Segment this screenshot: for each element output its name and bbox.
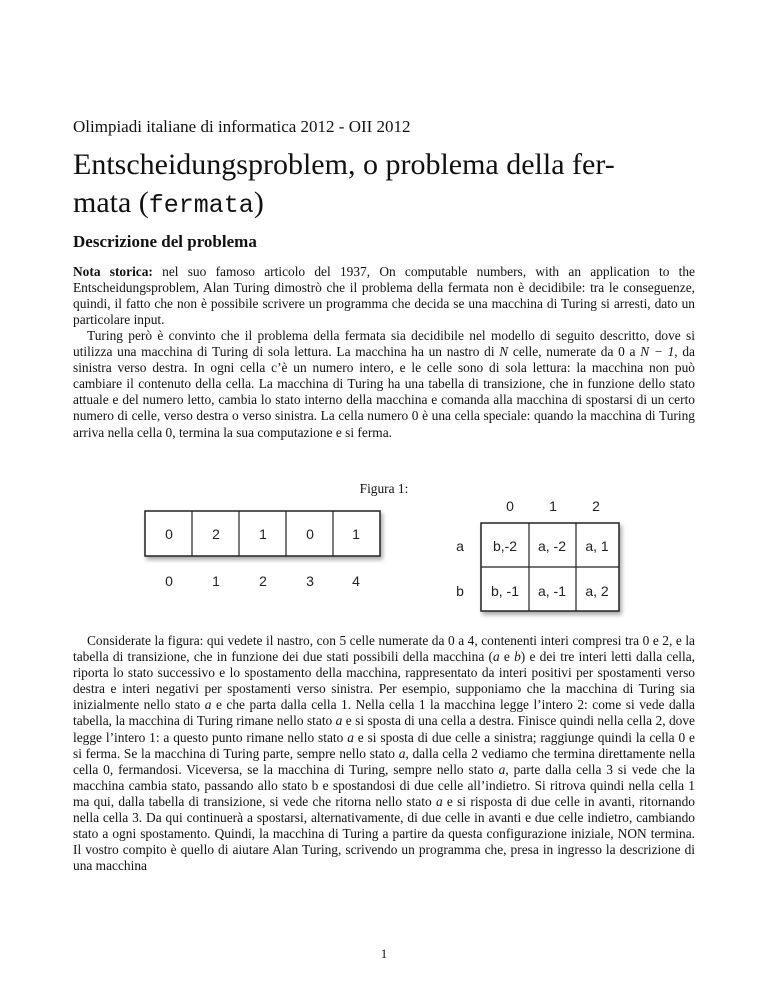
text-run: e si sposta di una cella a destra. Finisce quindi nella cella 2, dove legge l’intero 1: a questo punto rimane nello stato <box>73 713 696 745</box>
tape-cell-index: 1 <box>212 573 220 589</box>
tape-cell-index: 0 <box>165 573 173 589</box>
tape-cell-value: 1 <box>259 526 267 542</box>
title-code: fermata <box>148 191 254 220</box>
table-cell: a, 2 <box>585 583 609 599</box>
state-a: a <box>347 729 354 745</box>
state-a: a <box>398 745 406 761</box>
title-main: Entscheidungsproblem, o problema della fer- mata ( <box>73 148 615 219</box>
text-run: e <box>499 649 515 665</box>
tape-cell-value: 2 <box>212 526 220 542</box>
note-text: nel suo famoso articolo del 1937, On computable numbers, with an application to the Entscheidungsproblem, Alan Turing dimostrò che il problema della fermata non è decidibile: tra le conseguenze, quindi, il fatto che non è possibile scrivere un programma che decida se una macchina di Turing si arresti, dato un particolare input. <box>73 264 695 328</box>
text-run: Turing però è convinto che il problema della fermata sia decidibile nel modello di seguito descritto, dove si utilizza una macchina di Turing di sola lettura. La macchina ha un nastro di <box>73 328 695 360</box>
table-cell: b,-2 <box>492 538 518 554</box>
table-row-state: b <box>456 583 464 599</box>
text-run: ) e dei tre interi letti dalla cella, riporta lo stato successivo e lo spostamento della macchina, rappresentato da interi positivi per spostamenti verso destra e interi negativi per spostamenti verso sinistra. Per esempio, supponiamo che la macchina di Turing sia inizialmente nello stato <box>73 649 695 713</box>
table-col-header: 1 <box>549 498 557 514</box>
text-run: celle, numerate da 0 a <box>508 344 641 360</box>
state-a: a <box>204 697 212 713</box>
text-run: e si risposta di due celle in avanti, ritornando nella cella 3. Da qui continuerà a spostarsi, alternativamente, di due celle in avanti e due celle indietro, cambiando stato a ogni spostamento. Quindi, la macchina di Turing a partire da questa configurazione iniziale, NON termina. Il vostro compito è quello di aiutare Alan Turing, scrivendo un programma che, presa in ingresso la descrizione di una macchina <box>73 793 695 874</box>
text-run: e si sposta di due celle a sinistra; raggiunge quindi la cella 0 e si ferma. Se la macchina di Turing parte, sempre nello stato <box>73 729 695 761</box>
contest-header: Olimpiadi italiane di informatica 2012 - OII 2012 <box>73 117 411 136</box>
transition-table <box>456 498 619 611</box>
figure-caption: Figura 1: <box>359 481 409 496</box>
tape <box>145 511 380 589</box>
table-cell: b, -1 <box>490 583 520 599</box>
text-run: , da sinistra verso destra. In ogni cella c’è un numero intero, e le celle sono di sola lettura: la macchina non può cambiare il contenuto della cella. La macchina di Turing ha una tabella di transizione, che in funzione dello stato attuale e del numero letto, cambia lo stato interno della macchina e comanda alla macchina di spostarsi di un certo numero di celle, verso destra o verso sinistra. La cella numero 0 è una cella speciale: quando la macchina di Turing arriva nella cella 0, termina la sua computazione e si ferma. <box>73 344 695 440</box>
math-n: N <box>499 344 509 360</box>
state-a: a <box>435 793 443 809</box>
tape-cell-index: 2 <box>259 573 267 589</box>
table-cell: a, 1 <box>585 538 609 554</box>
state-a: a <box>492 649 500 665</box>
text-run: Considerate la figura: qui vedete il nastro, con 5 celle numerate da 0 a 4, contenenti interi compresi tra 0 e 2, e la tabella di transizione, che in funzione dei due stati possibili della macchina ( <box>73 633 695 665</box>
note-label: Nota storica: <box>73 264 153 279</box>
tape-cell-value: 1 <box>352 526 360 542</box>
table-row-state: a <box>456 538 464 554</box>
title-end: ) <box>253 186 264 219</box>
page-number: 1 <box>380 946 388 961</box>
text-run: , parte dalla cella 3 si vede che la macchina cambia stato, passando allo stato b e spostandosi di due celle all’indietro. Si ritrova quindi nella cella 1 ma qui, dalla tabella di transizione, si vede che ritorna nello stato <box>73 761 695 809</box>
state-b: b <box>514 649 521 665</box>
text-run: e che parta dalla cella 1. Nella cella 1 la macchina legge l’intero 2: come si vede dalla tabella, la macchina di Turing rimane nello stato <box>73 697 695 729</box>
text-run: , dalla cella 2 vediamo che termina direttamente nella cella 0, fermandosi. Viceversa, se la macchina di Turing, sempre nello stato <box>73 745 696 777</box>
math-n-minus-1: N − 1 <box>640 344 675 360</box>
tape-cell-value: 0 <box>306 526 314 542</box>
tape-cell-index: 4 <box>352 573 360 589</box>
state-a: a <box>335 713 343 729</box>
table-cell: a, -1 <box>537 583 567 599</box>
tape-cell-value: 0 <box>165 526 173 542</box>
state-a: a <box>498 761 506 777</box>
table-col-header: 0 <box>506 498 514 514</box>
section-title: Descrizione del problema <box>73 232 257 251</box>
table-col-header: 2 <box>592 498 600 514</box>
tape-cell-index: 3 <box>306 573 314 589</box>
table-cell: a, -2 <box>537 538 567 554</box>
